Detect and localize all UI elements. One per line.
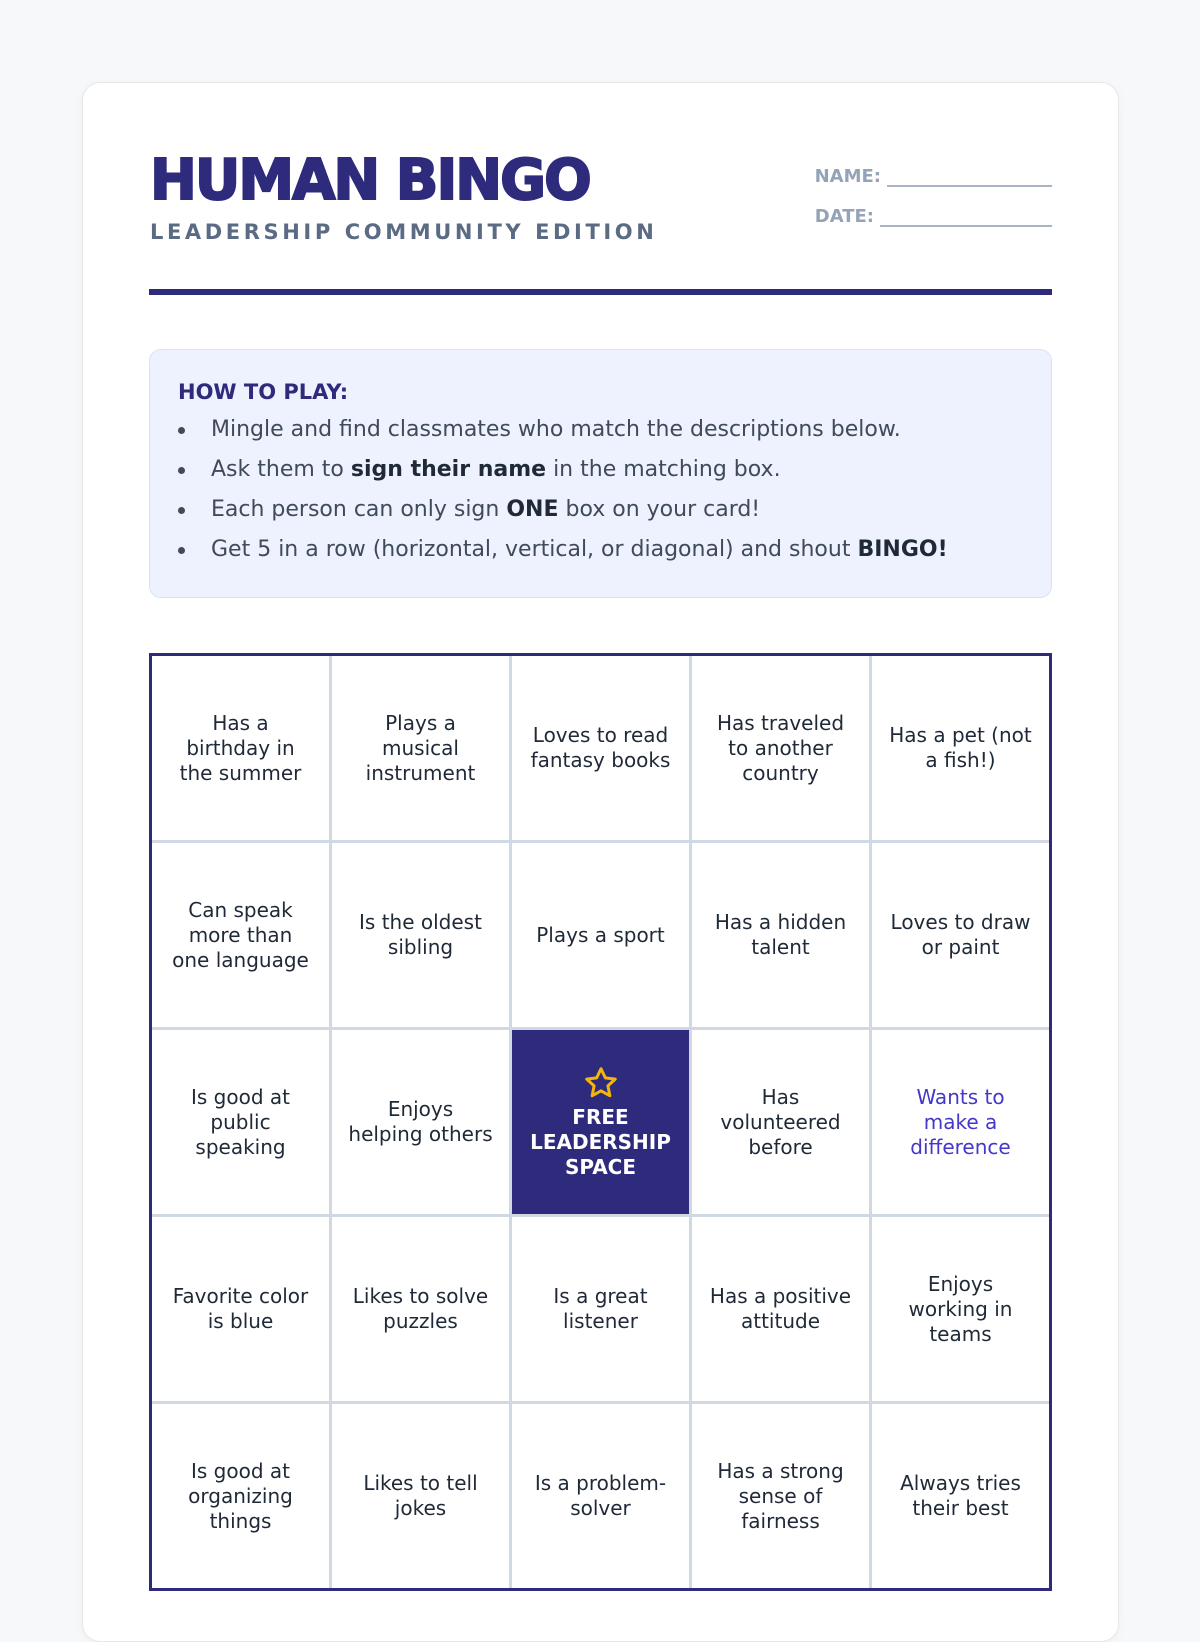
bingo-cell[interactable] bbox=[152, 843, 329, 1027]
bingo-cell[interactable] bbox=[512, 656, 689, 840]
cell-text: Plays a musical instrument bbox=[365, 710, 476, 785]
bingo-cell[interactable] bbox=[872, 656, 1049, 840]
cell-text: Has a birthday in the summer bbox=[179, 710, 302, 785]
cell-text: Likes to tell jokes bbox=[363, 1471, 478, 1520]
cell-text: Can speak more than one language bbox=[172, 897, 309, 972]
free-space-cell[interactable] bbox=[512, 1030, 689, 1214]
cell-text: Has traveled to another country bbox=[716, 710, 845, 785]
bingo-cell[interactable] bbox=[872, 1030, 1049, 1214]
cell-text: Wants to make a difference bbox=[910, 1084, 1011, 1159]
bingo-cell[interactable] bbox=[872, 1404, 1049, 1588]
how-to-play-heading: HOW TO PLAY: bbox=[178, 380, 349, 404]
bingo-cell[interactable] bbox=[512, 1404, 689, 1588]
cell-text: Has volunteered before bbox=[720, 1084, 841, 1159]
rule-text: Each person can only sign bbox=[211, 497, 507, 522]
bingo-cell[interactable] bbox=[332, 1030, 509, 1214]
cell-text: Likes to solve puzzles bbox=[352, 1284, 489, 1333]
rule-emphasis: sign their name bbox=[350, 457, 547, 482]
rule-emphasis: ONE bbox=[506, 497, 559, 522]
bingo-cell[interactable] bbox=[332, 656, 509, 840]
bingo-cell[interactable] bbox=[152, 656, 329, 840]
bingo-cell[interactable] bbox=[692, 1217, 869, 1401]
bingo-cell[interactable] bbox=[152, 1404, 329, 1588]
bingo-cell[interactable] bbox=[152, 1030, 329, 1214]
rule-item bbox=[178, 410, 1023, 450]
cell-text: Favorite color is blue bbox=[172, 1284, 309, 1333]
rule-text: Ask them to bbox=[211, 457, 351, 482]
cell-text: Is a problem-solver bbox=[534, 1471, 667, 1520]
bingo-cell[interactable] bbox=[332, 843, 509, 1027]
name-label: NAME: bbox=[814, 166, 881, 187]
rule-text: Get 5 in a row (horizontal, vertical, or diagonal) and shout bbox=[211, 537, 858, 562]
date-label: DATE: bbox=[814, 206, 874, 227]
bingo-cell[interactable] bbox=[692, 1030, 869, 1214]
cell-text: Is good at organizing things bbox=[188, 1458, 293, 1533]
bingo-cell[interactable] bbox=[332, 1217, 509, 1401]
bingo-grid bbox=[149, 653, 1052, 1591]
cell-text: Is the oldest sibling bbox=[359, 910, 482, 959]
date-field[interactable] bbox=[815, 206, 1052, 227]
cell-text: Loves to draw or paint bbox=[890, 910, 1031, 959]
bingo-cell[interactable] bbox=[332, 1404, 509, 1588]
cell-text: Plays a sport bbox=[536, 922, 665, 947]
rule-item bbox=[178, 490, 1023, 530]
page-title: HUMAN BINGO bbox=[150, 148, 590, 213]
name-line[interactable] bbox=[887, 169, 1052, 187]
cell-text: Has a hidden talent bbox=[714, 910, 847, 959]
rule-item bbox=[178, 530, 1023, 570]
rule-text: Mingle and find classmates who match the descriptions below. bbox=[211, 417, 901, 442]
cell-text: Has a positive attitude bbox=[709, 1284, 852, 1333]
rule-text: in the matching box. bbox=[546, 457, 781, 482]
rule-text: box on your card! bbox=[558, 497, 761, 522]
date-line[interactable] bbox=[880, 209, 1052, 227]
page-subtitle: LEADERSHIP COMMUNITY EDITION bbox=[150, 220, 658, 244]
bingo-cell[interactable] bbox=[512, 1217, 689, 1401]
bingo-cell[interactable] bbox=[872, 843, 1049, 1027]
star-icon bbox=[582, 1065, 620, 1101]
cell-text: Enjoys helping others bbox=[348, 1097, 493, 1146]
bingo-cell[interactable] bbox=[692, 1404, 869, 1588]
cell-text: Loves to read fantasy books bbox=[530, 723, 671, 772]
bingo-cell[interactable] bbox=[692, 843, 869, 1027]
bingo-cell[interactable] bbox=[152, 1217, 329, 1401]
how-to-play-box bbox=[149, 349, 1052, 598]
cell-text: Always tries their best bbox=[900, 1471, 1021, 1520]
bingo-cell[interactable] bbox=[512, 843, 689, 1027]
cell-text: Is good at public speaking bbox=[191, 1084, 290, 1159]
rules-list bbox=[178, 410, 1023, 570]
rule-item bbox=[178, 450, 1023, 490]
cell-text: Has a pet (not a fish!) bbox=[889, 723, 1032, 772]
name-field[interactable] bbox=[815, 166, 1052, 187]
cell-text: Is a great listener bbox=[553, 1284, 648, 1333]
cell-text: Has a strong sense of fairness bbox=[717, 1458, 844, 1533]
bingo-cell[interactable] bbox=[692, 656, 869, 840]
rule-emphasis: BINGO! bbox=[857, 537, 948, 562]
cell-text: FREE LEADERSHIP SPACE bbox=[530, 1104, 671, 1179]
cell-text: Enjoys working in teams bbox=[908, 1271, 1013, 1346]
header-divider bbox=[149, 289, 1052, 295]
bingo-cell[interactable] bbox=[872, 1217, 1049, 1401]
